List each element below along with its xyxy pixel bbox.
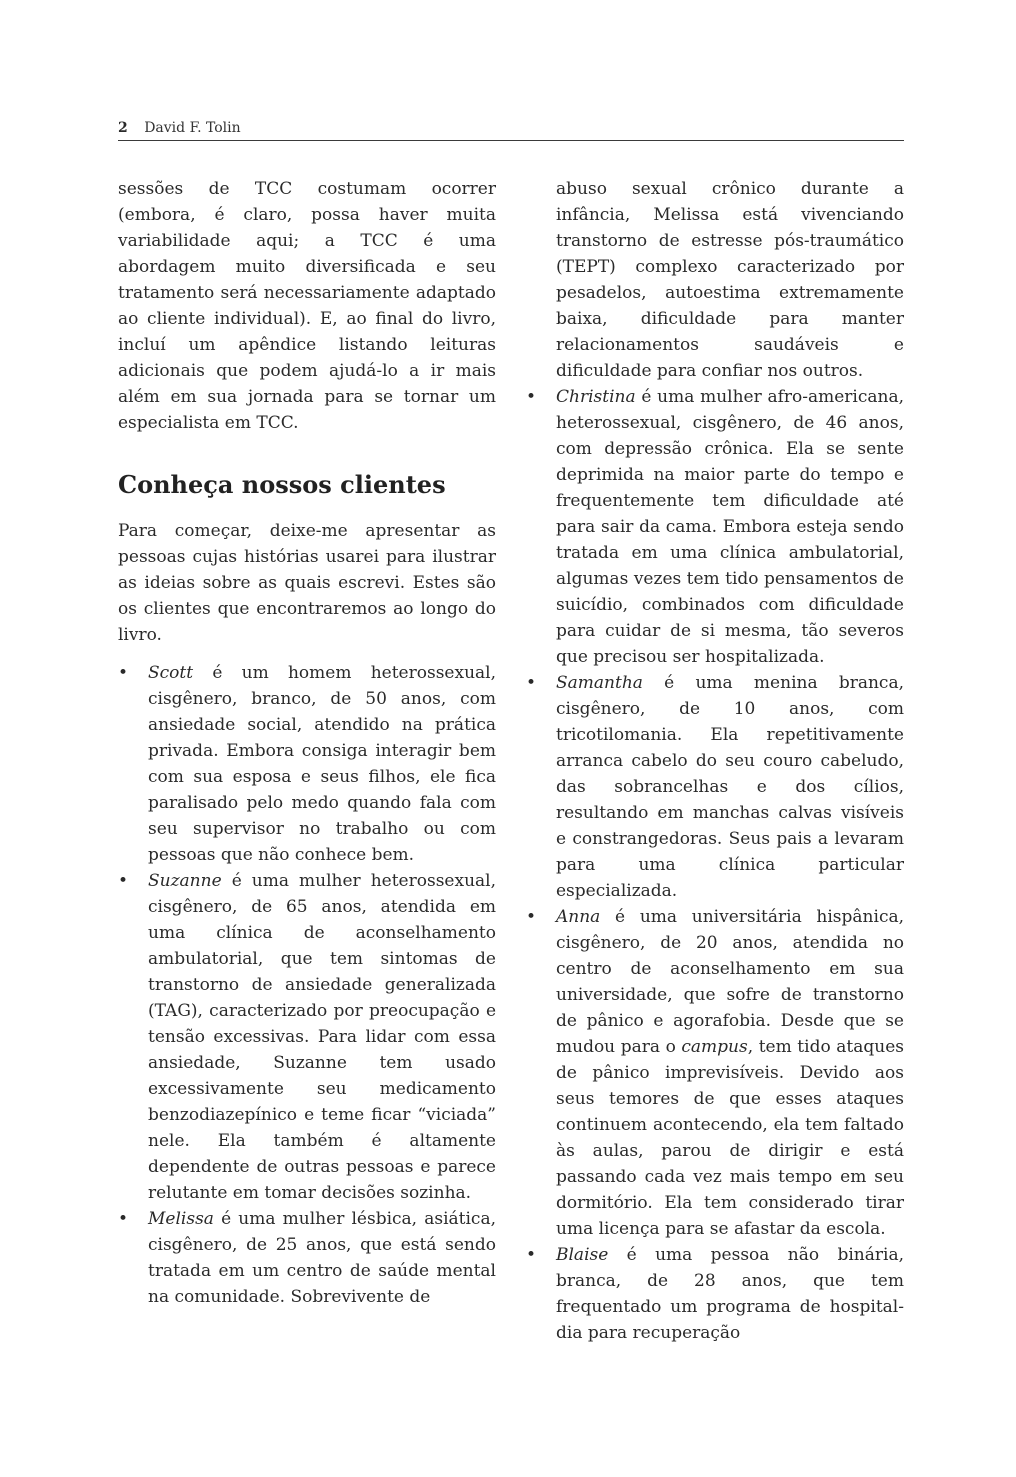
italic-term: campus — [681, 1037, 748, 1057]
client-description: é um homem heterossexual, cisgênero, branco, de 50 anos, com ansiedade social, atendido na prática privada. Embora consiga interagir bem com sua esposa e seus filhos, ele fica paralisado pelo medo quando fala com seu supervisor no trabalho ou com pessoas que não conhece bem. — [148, 663, 496, 865]
section-heading: Conheça nossos clientes — [118, 470, 446, 499]
bullet-icon: • — [118, 663, 129, 683]
right-column — [526, 176, 904, 1346]
list-item — [118, 1206, 496, 1310]
bullet-icon: • — [526, 1245, 537, 1265]
left-column — [118, 176, 496, 1310]
client-description: , tem tido ataques de pânico imprevisíveis. Devido aos seus temores de que esses ataques continuem acontecendo, ela tem faltado às aulas, parou de dirigir e está passando cada vez mais tempo em seu dormitório. Ela tem considerado tirar uma licença para se afastar da escola. — [556, 1037, 904, 1239]
client-list-left — [118, 660, 496, 1310]
list-item — [526, 670, 904, 904]
list-item — [526, 1242, 904, 1346]
bullet-icon: • — [118, 1209, 129, 1229]
intro-paragraph: sessões de TCC costumam ocorrer (embora, é claro, possa haver muita variabilidade aqui; a TCC é uma abordagem muito diversificada e seu tratamento será necessariamente adaptado ao cliente individual). E, ao final do livro, incluí um apêndice listando leituras adicionais que podem ajudá-lo a ir mais além em sua jornada para se tornar um especialista em TCC. — [118, 179, 496, 433]
client-name: Scott — [148, 663, 194, 683]
client-name: Anna — [556, 907, 601, 927]
client-description: é uma menina branca, cisgênero, de 10 anos, com tricotilomania. Ela repetitivamente arranca cabelo do seu couro cabeludo, das sobrancelhas e dos cílios, resultando em manchas calvas visíveis e constrangedoras. Seus pais a levaram para uma clínica particular especializada. — [556, 673, 904, 901]
bullet-icon: • — [118, 871, 129, 891]
client-description: é uma mulher heterossexual, cisgênero, de 65 anos, atendida em uma clínica de aconselhamento ambulatorial, que tem sintomas de transtorno de ansiedade generalizada (TAG), caracterizado por preocupação e tensão excessivas. Para lidar com essa ansiedade, Suzanne tem usado excessivamente seu medicamento benzodiazepínico e teme ficar “viciada” nele. Ela também é altamente dependente de outras pessoas e parece relutante em tomar decisões sozinha. — [148, 871, 496, 1203]
running-header — [118, 118, 904, 141]
running-author: David F. Tolin — [144, 120, 241, 136]
client-description: é uma mulher afro-americana, heterossexual, cisgênero, de 46 anos, com depressão crônica. Ela se sente deprimida na maior parte do tempo e frequentemente tem dificuldade até para sair da cama. Embora esteja sendo tratada em uma clínica ambulatorial, algumas vezes tem tido pensamentos de suicídio, combinados com dificuldade para cuidar de si mesma, tão severos que precisou ser hospitalizada. — [556, 387, 904, 667]
bullet-icon: • — [526, 907, 537, 927]
section-intro-paragraph: Para começar, deixe-me apresentar as pessoas cujas histórias usarei para ilustrar as ideias sobre as quais escrevi. Estes são os clientes que encontraremos ao longo do livro. — [118, 521, 496, 645]
client-list-right — [526, 176, 904, 1346]
bullet-icon: • — [526, 673, 537, 693]
client-description: abuso sexual crônico durante a infância, Melissa está vivenciando transtorno de estresse pós-traumático (TEPT) complexo caracterizado por pesadelos, autoestima extremamente baixa, dificuldade para manter relacionamentos saudáveis e dificuldade para confiar nos outros. — [556, 179, 904, 381]
client-name: Suzanne — [148, 871, 222, 891]
client-name: Blaise — [556, 1245, 609, 1265]
list-item — [118, 868, 496, 1206]
bullet-icon: • — [526, 387, 537, 407]
client-description: é uma pessoa não binária, branca, de 28 anos, que tem frequentado um programa de hospital-dia para recuperação — [556, 1245, 904, 1343]
client-description: é uma universitária hispânica, cisgênero, de 20 anos, atendida no centro de aconselhamento em sua universidade, que sofre de transtorno de pânico e agorafobia. Desde que se mudou para o — [556, 907, 904, 1057]
client-description: é uma mulher lésbica, asiática, cisgênero, de 25 anos, que está sendo tratada em um centro de saúde mental na comunidade. Sobrevivente de — [148, 1209, 496, 1307]
page-number: 2 — [118, 120, 128, 136]
client-name: Christina — [556, 387, 636, 407]
client-name: Melissa — [148, 1209, 214, 1229]
list-item — [118, 660, 496, 868]
list-item-continuation — [526, 176, 904, 384]
list-item — [526, 904, 904, 1242]
list-item — [526, 384, 904, 670]
client-name: Samantha — [556, 673, 643, 693]
